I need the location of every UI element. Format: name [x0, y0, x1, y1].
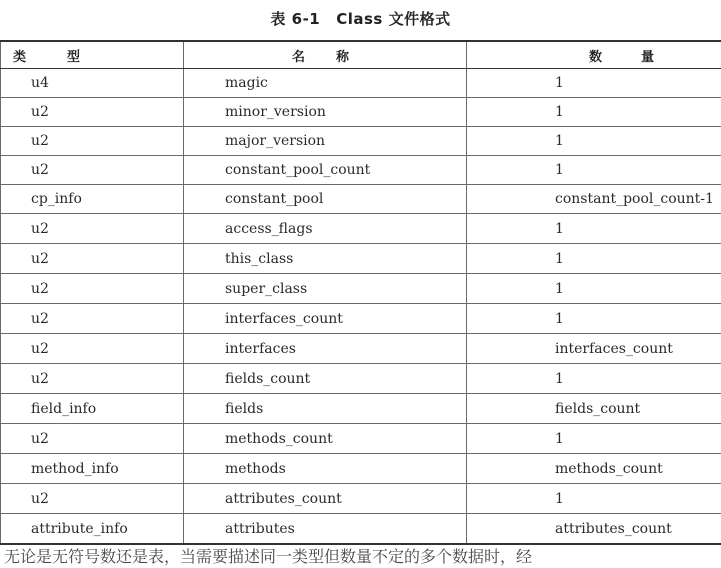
cell-name: methods — [184, 454, 467, 484]
cell-name: constant_pool_count — [184, 156, 467, 185]
table-row — [1, 454, 721, 484]
table-number: 表 6-1 — [270, 10, 320, 28]
cell-name: fields_count — [184, 364, 467, 394]
table-row — [1, 334, 721, 364]
cell-quantity: 1 — [467, 156, 721, 185]
cell-type: u2 — [1, 304, 184, 334]
header-name: 名 称 — [184, 41, 467, 69]
table-body — [1, 69, 721, 545]
cell-type: u2 — [1, 98, 184, 127]
cell-quantity: 1 — [467, 98, 721, 127]
table-row — [1, 394, 721, 424]
table-row — [1, 156, 721, 185]
cell-type: u2 — [1, 334, 184, 364]
cell-quantity: methods_count — [467, 454, 721, 484]
cell-type: u2 — [1, 484, 184, 514]
cell-name: methods_count — [184, 424, 467, 454]
cell-quantity: constant_pool_count-1 — [467, 185, 721, 214]
cell-quantity: fields_count — [467, 394, 721, 424]
header-type: 类 型 — [1, 41, 184, 69]
cell-name: fields — [184, 394, 467, 424]
cell-name: major_version — [184, 127, 467, 156]
cell-quantity: attributes_count — [467, 514, 721, 545]
cell-name: interfaces_count — [184, 304, 467, 334]
cell-name: interfaces — [184, 334, 467, 364]
cell-name: magic — [184, 69, 467, 98]
cell-name: access_flags — [184, 214, 467, 244]
cell-type: u4 — [1, 69, 184, 98]
cell-type: method_info — [1, 454, 184, 484]
cell-quantity: 1 — [467, 364, 721, 394]
table-row — [1, 424, 721, 454]
table-header-row — [1, 41, 721, 69]
table-caption — [0, 8, 721, 29]
cell-type: u2 — [1, 424, 184, 454]
table-row — [1, 244, 721, 274]
cell-type: u2 — [1, 156, 184, 185]
table-row — [1, 364, 721, 394]
cell-name: this_class — [184, 244, 467, 274]
table-row — [1, 98, 721, 127]
cell-quantity: 1 — [467, 424, 721, 454]
cell-type: cp_info — [1, 185, 184, 214]
cell-name: super_class — [184, 274, 467, 304]
table-row — [1, 274, 721, 304]
cell-type: u2 — [1, 274, 184, 304]
cell-quantity: 1 — [467, 214, 721, 244]
cell-quantity: 1 — [467, 274, 721, 304]
cell-type: u2 — [1, 127, 184, 156]
cell-type: u2 — [1, 364, 184, 394]
class-file-format-table — [0, 40, 721, 545]
cell-name: constant_pool — [184, 185, 467, 214]
header-quantity: 数 量 — [467, 41, 721, 69]
table-row — [1, 214, 721, 244]
cell-type: attribute_info — [1, 514, 184, 545]
table-row — [1, 304, 721, 334]
table-row — [1, 514, 721, 545]
cell-quantity: 1 — [467, 69, 721, 98]
cell-quantity: 1 — [467, 127, 721, 156]
cell-type: u2 — [1, 214, 184, 244]
cell-name: attributes — [184, 514, 467, 545]
cell-type: u2 — [1, 244, 184, 274]
cell-name: attributes_count — [184, 484, 467, 514]
cell-quantity: 1 — [467, 484, 721, 514]
cell-quantity: interfaces_count — [467, 334, 721, 364]
table-row — [1, 185, 721, 214]
cell-quantity: 1 — [467, 304, 721, 334]
cell-type: field_info — [1, 394, 184, 424]
table-title: Class 文件格式 — [336, 10, 450, 28]
body-text-fragment: 无论是无符号数还是表，当需要描述同一类型但数量不定的多个数据时，经 — [4, 546, 721, 568]
table-row — [1, 484, 721, 514]
table-row — [1, 69, 721, 98]
table-row — [1, 127, 721, 156]
cell-name: minor_version — [184, 98, 467, 127]
cell-quantity: 1 — [467, 244, 721, 274]
